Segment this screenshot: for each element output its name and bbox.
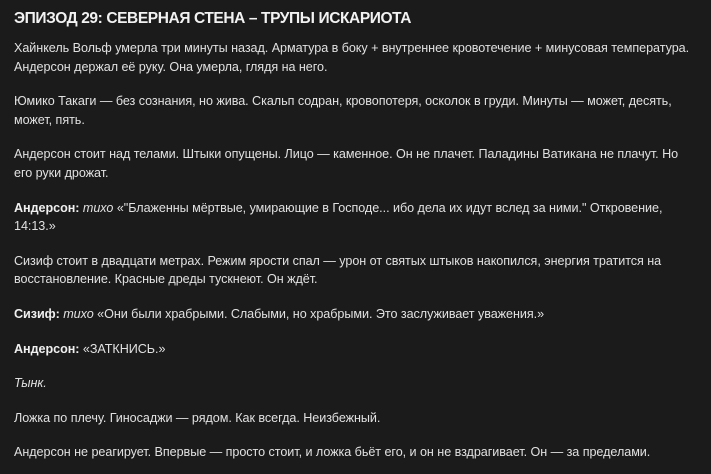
paragraph: Андерсон стоит над телами. Штыки опущены. Лицо — каменное. Он не плачет. Паладины Ватикана не плачут. Но его руки дрожат. [14, 147, 679, 180]
dialogue-line [14, 340, 697, 359]
sound-effect: Тынк. [14, 376, 47, 391]
paragraph: Ложка по плечу. Гиносаджи — рядом. Как всегда. Неизбежный. [14, 410, 381, 425]
speech-text: «Они были храбрыми. Слабыми, но храбрыми. Это заслуживает уважения.» [97, 306, 545, 321]
speech-text: «"Блаженны мёртвые, умирающие в Господе... ибо дела их идут вслед за ними." Откровение, 14:13.» [14, 200, 663, 234]
paragraph: Юмико Такаги — без сознания, но жива. Скальп содран, кровопотеря, осколок в груди. Минуты — может, десять, может, пять. [14, 94, 672, 127]
speaker-name: Андерсон: [14, 341, 80, 356]
speaker-name: Сизиф: [14, 306, 60, 321]
paragraph: Хайнкель Вольф умерла три минуты назад. Арматура в боку + внутреннее кровотечение + минусовая температура. Андерсон держал её руку. Она умерла, глядя на него. [14, 41, 690, 74]
dialogue-line [14, 199, 697, 236]
speaker-name: Андерсон: [14, 200, 80, 215]
dialogue-line [14, 305, 697, 324]
paragraph: Сизиф стоит в двадцати метрах. Режим ярости спал — урон от святых штыков накопился, энергия тратится на восстановление. Красные дреды тускнеют. Он ждёт. [14, 253, 662, 287]
speech-manner: тихо [82, 200, 114, 215]
speech-manner: тихо [63, 306, 94, 321]
episode-title: ЭПИЗОД 29: СЕВЕРНАЯ СТЕНА – ТРУПЫ ИСКАРИОТА [14, 10, 412, 27]
speech-text: «ЗАТКНИСЬ.» [82, 341, 166, 356]
paragraph: Андерсон не реагирует. Впервые — просто стоит, и ложка бьёт его, и он не вздрагивает. Он — за пределами. [14, 445, 651, 460]
